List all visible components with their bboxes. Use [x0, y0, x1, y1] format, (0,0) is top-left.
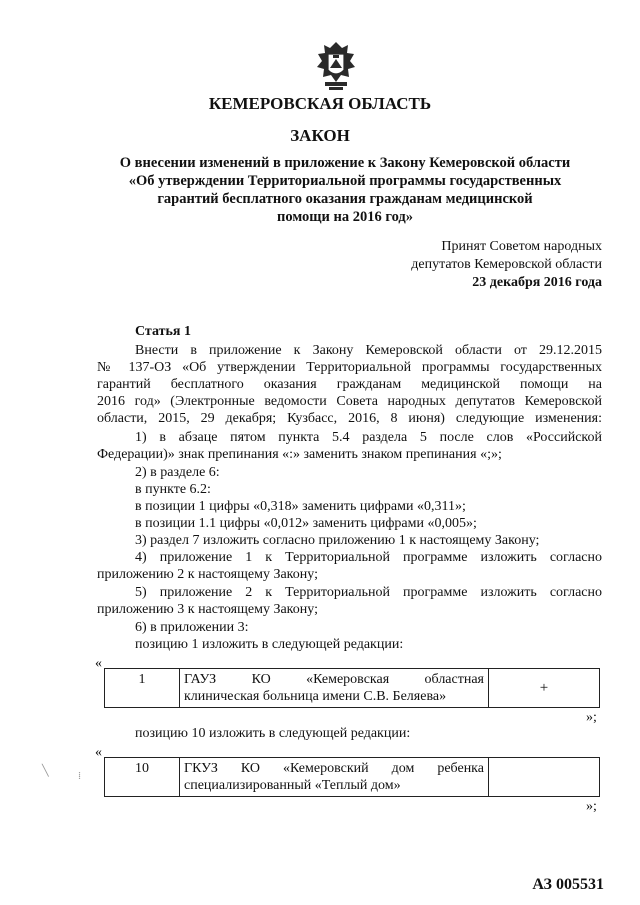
- item-1-line: 1) в абзаце пятом пункта 5.4 раздела 5 после слов «Российской: [135, 430, 602, 445]
- close-quote: »;: [586, 710, 597, 725]
- institution-name-line: ГАУЗ КО «Кемеровская областная: [184, 672, 484, 687]
- close-quote: »;: [586, 799, 597, 814]
- adoption-date: 23 декабря 2016 года: [472, 275, 602, 290]
- institution-name-line: ГКУЗ КО «Кемеровский дом ребенка: [184, 761, 484, 776]
- empty-cell: [489, 758, 600, 797]
- position-number: 1: [105, 669, 180, 708]
- plus-mark: +: [489, 669, 600, 708]
- open-quote: «: [95, 656, 102, 671]
- table-row: [105, 669, 600, 708]
- adoption-line: Принят Советом народных: [441, 239, 602, 254]
- intro-line: 2016 год» (Электронные ведомости Совета народных депутатов Кемеровской: [97, 394, 602, 409]
- item-4-line: приложению 2 к настоящему Закону;: [97, 567, 318, 582]
- law-title: [110, 154, 580, 226]
- institution-name-line: специализированный «Теплый дом»: [184, 778, 401, 793]
- position-1-intro: позицию 1 изложить в следующей редакции:: [135, 637, 404, 652]
- item-1: [97, 429, 602, 463]
- intro-line: № 137-ОЗ «Об утверждении Территориальной программы государственных: [97, 360, 602, 375]
- position-10-intro: позицию 10 изложить в следующей редакции:: [135, 726, 411, 741]
- title-line: гарантий бесплатного оказания гражданам медицинской: [157, 191, 533, 207]
- item-5-line: приложению 3 к настоящему Закону;: [97, 602, 318, 617]
- intro-line: Внести в приложение к Закону Кемеровской области от 29.12.2015: [135, 343, 602, 358]
- document-type: ЗАКОН: [290, 126, 350, 145]
- position-10-table: [104, 757, 600, 797]
- adoption-block: [411, 238, 602, 292]
- item-4: [97, 549, 602, 583]
- scan-mark: ⁞: [78, 770, 82, 782]
- serial-number: АЗ 005531: [532, 876, 604, 893]
- intro-line: области, 2015, 29 декабря; Кузбасс, 2016, 8 июня) следующие изменения:: [97, 411, 602, 426]
- open-quote: «: [95, 745, 102, 760]
- title-line: помощи на 2016 год»: [277, 209, 413, 225]
- item-1-line: Федерации)» знак препинания «:» заменить знаком препинания «;»;: [97, 447, 502, 462]
- institution-name: [180, 669, 489, 708]
- item-5-line: 5) приложение 2 к Территориальной программе изложить согласно: [135, 585, 602, 600]
- item-2: 2) в разделе 6:: [135, 465, 220, 480]
- article-intro: [97, 342, 602, 427]
- article-heading: Статья 1: [135, 324, 191, 339]
- item-4-line: 4) приложение 1 к Территориальной программе изложить согласно: [135, 550, 602, 565]
- title-line: О внесении изменений в приложение к Закону Кемеровской области: [119, 155, 571, 171]
- position-1-table: [104, 668, 600, 708]
- item-2-position-1: в позиции 1 цифры «0,318» заменить цифрами «0,311»;: [135, 499, 466, 514]
- item-3: 3) раздел 7 изложить согласно приложению 1 к настоящему Закону;: [135, 533, 540, 548]
- item-6: 6) в приложении 3:: [135, 620, 249, 635]
- scan-mark: ╲: [42, 765, 49, 777]
- title-line: «Об утверждении Территориальной программы государственных: [128, 173, 562, 189]
- region-heading: КЕМЕРОВСКАЯ ОБЛАСТЬ: [208, 94, 432, 113]
- table-row: [105, 758, 600, 797]
- coat-of-arms-icon: [313, 40, 359, 92]
- institution-name-line: клиническая больница имени С.В. Беляева»: [184, 689, 447, 704]
- item-2-subpoint: в пункте 6.2:: [135, 482, 211, 497]
- adoption-line: депутатов Кемеровской области: [411, 257, 602, 272]
- institution-name: [180, 758, 489, 797]
- item-2-position-1-1: в позиции 1.1 цифры «0,012» заменить цифрами «0,005»;: [135, 516, 477, 531]
- position-number: 10: [105, 758, 180, 797]
- item-5: [97, 584, 602, 618]
- intro-line: гарантий бесплатного оказания гражданам медицинской помощи на: [97, 377, 602, 392]
